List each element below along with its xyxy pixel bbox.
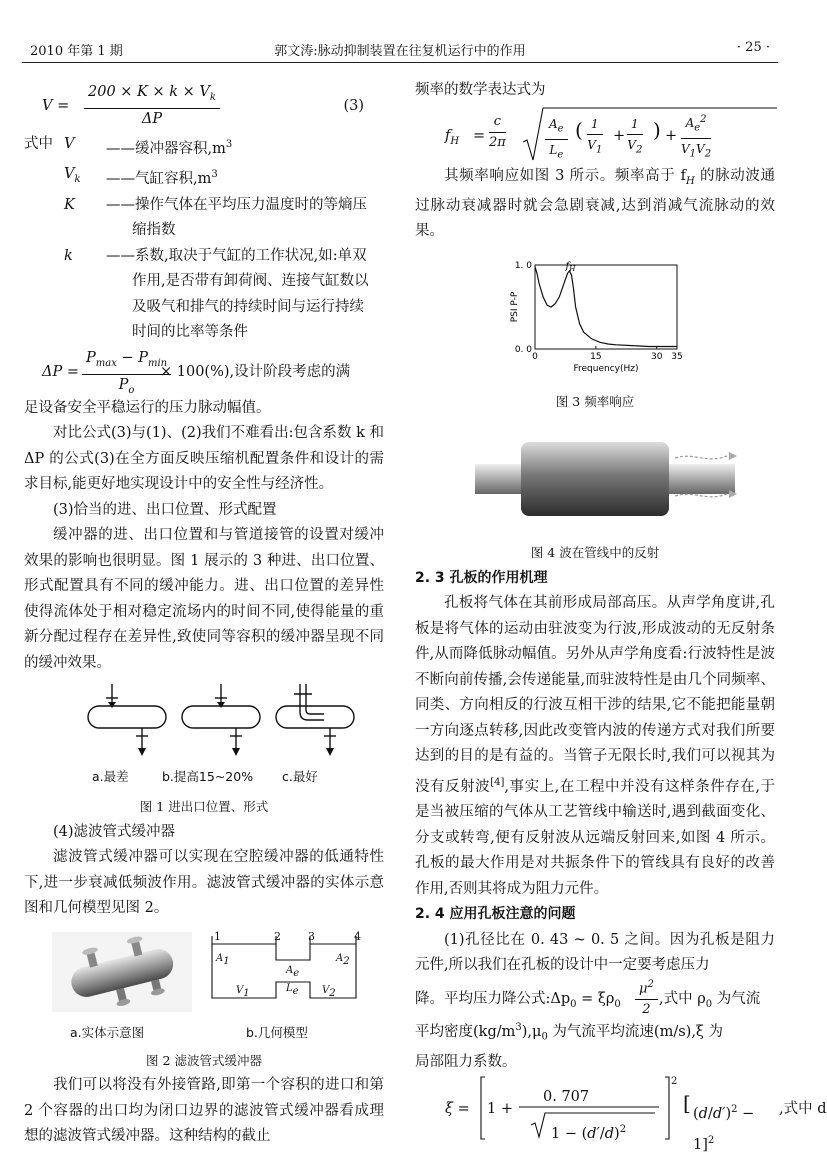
chart-xtick-label: 30 <box>650 351 663 362</box>
fig2-A2-text: A <box>336 952 344 964</box>
fig2-Le-sub: e <box>292 985 299 997</box>
section-2-4-heading: 2. 4 应用孔板注意的问题 <box>415 906 576 923</box>
fig2-num-2: 2 <box>274 929 281 943</box>
fig1-label-c: c.最好 <box>282 769 318 785</box>
p5-b: 的脉动波通过脉动衰减器时就会急剧衰减,达到消减气流脉动的效果。 <box>415 167 775 240</box>
p8-c: 为气流平均流速(m/s),ξ 为 <box>547 1023 724 1040</box>
figure-1 <box>24 680 384 790</box>
fig2-V2-text: V <box>322 984 330 996</box>
fh-Le: $L_e$ <box>549 142 564 161</box>
p7-line <box>415 987 621 1017</box>
fh-c: c <box>489 112 506 133</box>
figure-2 <box>24 929 384 1044</box>
paragraph-fh-response <box>415 164 775 245</box>
p7-line-b: = ξρ <box>576 990 615 1007</box>
chart-annotation-sub: H <box>569 264 576 273</box>
running-header <box>30 40 770 62</box>
fig2-V1-text: V <box>236 984 244 996</box>
fh-1a: 1 <box>587 114 603 135</box>
running-title: 郭文涛:脉动抑制装置在往复机运行中的作用 <box>274 44 526 59</box>
chart-xtick-label: 15 <box>590 351 602 362</box>
section-2-3-heading: 2. 3 孔板的作用机理 <box>415 569 548 586</box>
fh-Ae2: $A_e^2$ <box>681 110 711 139</box>
eq3-numerator <box>84 82 220 109</box>
p7-zero1: 0 <box>570 998 577 1010</box>
p7-mu-sym: μ <box>639 981 648 997</box>
paragraph-density <box>415 1015 775 1050</box>
p6-ref: [4] <box>490 776 505 788</box>
figure-2-caption: 图 2 滤波管式缓冲器 <box>146 1052 262 1068</box>
def-k-text-2: 作用,是否带有卸荷阀、连接气缸数以 <box>132 273 369 290</box>
figure-3-caption: 图 3 频率响应 <box>555 393 635 409</box>
xi-bracket2: [ <box>683 1091 691 1116</box>
fh-eq: = <box>473 127 486 144</box>
pipe-vessel <box>521 442 669 516</box>
equation-3 <box>24 78 384 132</box>
fh-Ae: $A_e$ <box>545 114 568 140</box>
chart-ytick-label: 0. 0 <box>514 344 532 355</box>
xi-rad-one: 1 − <box>551 1126 577 1143</box>
paragraph-ideal-filter: 我们可以将没有外接管路,即第一个容积的进口和第 2 个容器的出口均为闭口边界的滤波管式缓冲器看成理想的滤波管式缓冲器。这种结构的截止 <box>24 1077 384 1145</box>
dp-continuation: 足设备安全平稳运行的压力脉动幅值。 <box>24 399 271 416</box>
fh-c-over-2pi <box>489 112 506 153</box>
figure-4 <box>415 424 775 536</box>
fig2-A2-sub: 2 <box>343 955 350 967</box>
eq3-numerator-text: 200 × K × k × V <box>88 84 210 100</box>
equation-dp <box>24 346 384 396</box>
fh-1-V1 <box>587 114 603 160</box>
paragraph-compare: 对比公式(3)与(1)、(2)我们不难看出:包含系数 k 和 ΔP 的公式(3)在全方面反映压缩机配置条件和设计的需求目标,能更好地实现设计中的安全性与经济性。 <box>24 425 385 493</box>
p6-a: 孔板将气体在其前形成局部高压。从声学角度讲,孔板是将气体的运动由驻波变为行波,形成波动的无反射条件,从而降低脉动幅值。另外从声学角度看:行波特性是波不断向前传播,会传递能量,而驻波特性是由几个同频率、同类、方向相反的行波互相干涉的结果,它不能把能量朝一方向逐点转移,因此改变管内波的传递方式对我们所要达到的目的是有益的。当管子无限长时,我们可以视其为没有反射波 <box>415 595 775 795</box>
fig2-A2 <box>336 946 350 975</box>
fh-plus2: + <box>665 127 678 144</box>
def-K-text-2: 缩指数 <box>132 222 176 239</box>
def-k-text-1: ——系数,取决于气缸的工作状况,如:单双 <box>106 247 367 264</box>
def-K <box>24 193 384 219</box>
header-rule <box>22 62 778 63</box>
fig2-num-3: 3 <box>308 929 315 943</box>
def-k <box>24 244 384 270</box>
fh-1-V2 <box>627 114 643 160</box>
def-Vk-sub: k <box>74 174 81 186</box>
chart-axes <box>535 265 677 349</box>
fig2-A1-text: A <box>216 952 224 964</box>
def-Vk <box>24 162 384 192</box>
p7-line-a: 降。平均压力降公式:Δp <box>415 990 571 1007</box>
p5-sub: H <box>686 175 695 187</box>
p7-tail <box>659 987 760 1017</box>
fig2-V2-sub: 2 <box>329 987 336 999</box>
xi-lhs: ξ = <box>445 1101 470 1118</box>
paragraph-resistance: 局部阻力系数。 <box>415 1053 517 1070</box>
def-K-text-1: ——操作气体在平均压力温度时的等熵压 <box>106 196 367 213</box>
dp-tail: × 100(%),设计阶段考虑的满 <box>160 363 351 380</box>
def-k-text-3: 及吸气和排气的持续时间与运行持续 <box>132 298 364 315</box>
fh-V1V2: $V_1V_2$ <box>681 141 712 160</box>
fig2-A1-sub: 1 <box>223 955 230 967</box>
dp-fraction <box>82 348 171 401</box>
dp-den-sub: o <box>128 384 135 396</box>
def-k-symbol: k <box>64 247 73 264</box>
eq3-lhs: V = <box>42 98 70 114</box>
fig1-label-a: a.最差 <box>92 769 129 785</box>
equation-xi <box>415 1075 827 1153</box>
p7-zero2: 0 <box>614 998 621 1010</box>
eq3-number: (3) <box>343 98 364 114</box>
xi-numerator: 0. 707 <box>543 1089 590 1106</box>
vessel-c <box>276 706 354 728</box>
vessel-a <box>88 706 166 728</box>
eq3-numerator-sub: k <box>209 91 216 103</box>
def-Vk-sym: V <box>64 166 75 183</box>
fig1-label-b: b.提高15~20% <box>162 769 254 785</box>
p7-tail-a: ,式中 ρ <box>659 990 706 1007</box>
subheading-inlet-outlet: (3)恰当的进、出口位置、形式配置 <box>53 501 277 518</box>
p8-a: 平均密度(kg/m <box>415 1023 516 1040</box>
fh-paren-close: ) <box>653 117 661 142</box>
fh-lhs <box>445 124 459 154</box>
fh-lhs-sub: H <box>450 135 460 147</box>
p6-b: ,事实上,在工程中并没有这样条件存在,于是当被压缩的气体从工艺管线中输送时,遇到截面变化、分支或转弯,便有反射波从远端反射回来,如图 4 所示。孔板的最大作用是对共振条件下的管线具有良好的改善作用,否则其将成为阻力元件。 <box>415 778 776 897</box>
p7-mu <box>635 975 658 1000</box>
fig2-V1-sub: 1 <box>243 987 250 999</box>
chart-frame <box>535 265 677 349</box>
equation-fh <box>415 104 775 164</box>
p5-a: 其频率响应如图 3 所示。频率高于 f <box>444 167 687 184</box>
fh-Ae-Le <box>545 114 568 166</box>
paragraph-inlet-outlet: 缓冲器的进、出口位置和与管道接管的设置对缓冲效果的影响也很明显。图 1 展示的 3 种进、出口位置、形式配置具有不同的缓冲能力。进、出口位置的差异性使得流体处于相对稳定流场内的时间不同,使得能量的重新分配过程存在差异性,致使同等容积的缓冲器呈现不同的缓冲效果。 <box>24 527 384 671</box>
chart-ytick-label: 1. 0 <box>514 260 532 271</box>
figure-4-caption: 图 4 波在管线中的反射 <box>530 545 660 561</box>
xi-one: 1 + <box>487 1101 513 1118</box>
figure-3-chart <box>415 249 775 385</box>
fig2-Le <box>286 976 299 1005</box>
eq3-denominator: ΔP <box>141 110 163 127</box>
fig2-Ae-text: A <box>286 964 294 976</box>
dp-num-mid: − P <box>116 349 148 366</box>
page-number: · 25 · <box>736 40 770 55</box>
fig2-label-a: a.实体示意图 <box>70 1024 145 1040</box>
dp-denominator <box>82 375 171 401</box>
pressure-drop-line <box>415 978 775 1018</box>
chart-annotation: $f_H$ <box>565 260 576 273</box>
fig2-V2 <box>322 978 336 1007</box>
dp-numerator <box>82 348 171 375</box>
paragraph-orifice-ratio: (1)孔径比在 0. 43 ~ 0. 5 之间。因为孔板是阻力元件,所以我们在孔板的设计中一定要考虑压力 <box>415 931 775 974</box>
def-Vk-sup: 3 <box>211 169 218 181</box>
fig2-num-1: 1 <box>214 929 221 943</box>
fh-V1: $V_1$ <box>587 137 603 155</box>
dp-num-sub1: max <box>95 357 117 369</box>
p8-sup: 3 <box>515 1021 522 1033</box>
dp-num-sub2: min <box>147 357 168 369</box>
fh-lhs-f: f <box>445 127 451 144</box>
def-Vk-text: ——气缸容积,m <box>106 171 212 188</box>
fig2-A1 <box>216 946 230 975</box>
def-V-symbol: V <box>64 136 75 152</box>
p7-mu-frac <box>635 975 658 1020</box>
chart-xtick-label: 0 <box>532 351 538 362</box>
xi-rad-dprime: d′ <box>587 1126 600 1143</box>
def-V <box>24 132 384 162</box>
xi-rad-d: d <box>604 1126 615 1143</box>
dp-lhs: ΔP = <box>42 363 79 380</box>
issue-label: 2010 年第 1 期 <box>30 44 123 59</box>
p7-mu-den: 2 <box>642 1002 651 1018</box>
fh-1b: 1 <box>627 114 643 135</box>
fig2-Ae-sub: e <box>293 967 300 979</box>
xi-radicand: $1 - (d'/d)^2$ <box>551 1124 627 1143</box>
fig2-num-4: 4 <box>354 929 361 943</box>
eq3-fraction <box>84 82 220 129</box>
figure-3 <box>415 249 775 385</box>
xi-tail: ,式中 d <box>779 1101 827 1118</box>
p8-b: ),μ <box>521 1023 542 1040</box>
left-column <box>24 78 384 1150</box>
xi-ratio: $(d/d')^2 - 1]^2$ <box>693 1104 755 1153</box>
p8-zero: 0 <box>541 1031 548 1043</box>
subheading-filter: (4)滤波管式缓冲器 <box>53 823 176 840</box>
paragraph-filter: 滤波管式缓冲器可以实现在空腔缓冲器的低通特性下,进一步衰减低频波作用。滤波管式缓冲器的实体示意图和几何模型见图 2。 <box>24 849 384 917</box>
freq-intro: 频率的数学表达式为 <box>415 82 546 98</box>
vessel-b <box>182 706 260 728</box>
def-V-text: ——缓冲器容积,m <box>106 140 226 157</box>
fh-V2: $V_2$ <box>627 137 643 155</box>
figure-4-drawing <box>415 424 775 528</box>
chart-ylabel: PSI P-P <box>510 291 520 323</box>
p7-zero3: 0 <box>705 998 713 1010</box>
figure-2-photo <box>52 932 192 1012</box>
fig2-label-b: b.几何模型 <box>246 1024 308 1040</box>
def-K-symbol: K <box>64 196 75 213</box>
xi-ratio-d: d <box>698 1106 708 1123</box>
fh-paren-open: ( <box>575 117 583 142</box>
fh-Ae2-V1V2 <box>681 110 711 165</box>
p7-tail-b: 为气流 <box>712 990 761 1007</box>
dp-num-p: P <box>86 349 96 366</box>
where-label: 式中 <box>24 136 53 152</box>
paragraph-orifice <box>415 591 775 902</box>
fig2-V1 <box>236 978 250 1007</box>
symbol-definitions <box>24 132 384 346</box>
p7-mu-sup: 2 <box>647 978 654 990</box>
chart-xlabel: Frequency(Hz) <box>573 363 639 374</box>
dp-den-p: P <box>118 376 129 393</box>
def-Vk-symbol <box>64 162 81 192</box>
xi-sq1: 2 <box>671 1076 678 1088</box>
def-V-sup: 3 <box>225 139 233 150</box>
fig2-Le-text: L <box>286 982 293 994</box>
figure-1-caption: 图 1 进出口位置、形式 <box>139 799 269 815</box>
right-column <box>415 78 827 1153</box>
fh-plus1: + <box>613 127 626 144</box>
figure-1-drawing <box>24 680 384 764</box>
xi-ratio-dprime: d′ <box>712 1106 726 1123</box>
chart-xtick-label: 35 <box>671 351 683 362</box>
fh-2pi: 2π <box>489 134 506 150</box>
def-k-text-4: 时间的比率等条件 <box>132 324 248 341</box>
